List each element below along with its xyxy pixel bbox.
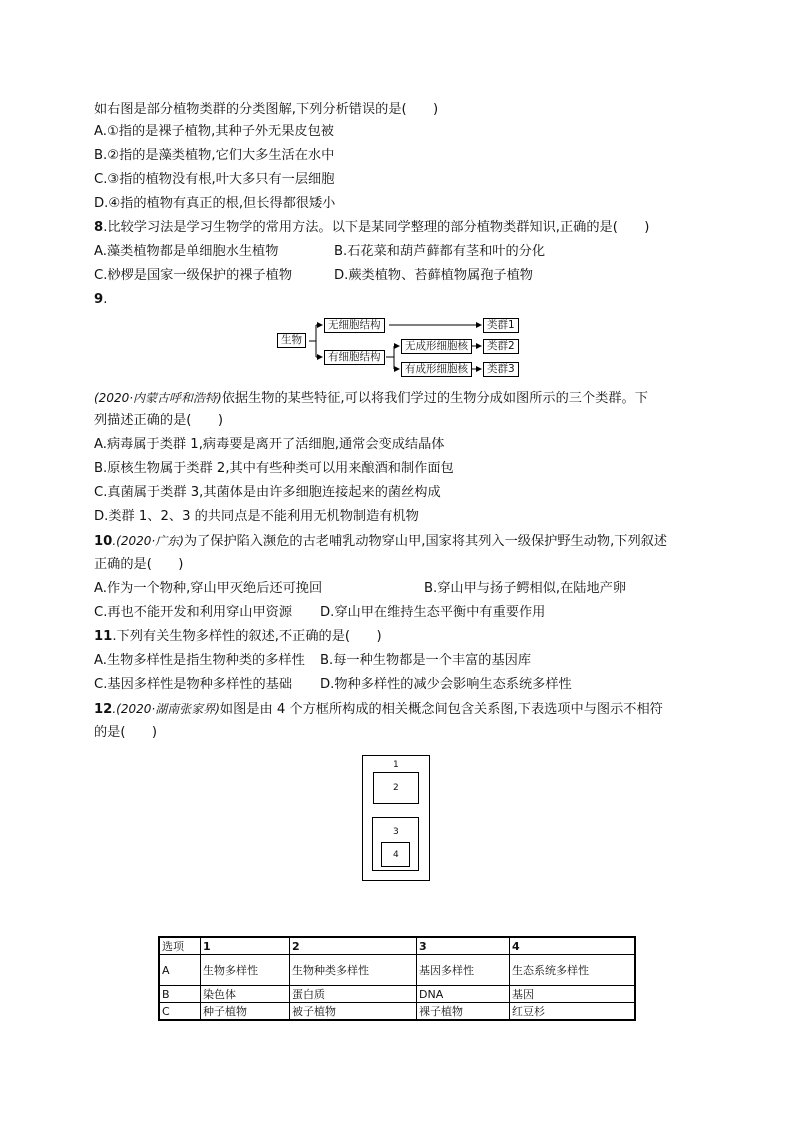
table-header-cell: 1 bbox=[201, 937, 290, 955]
q9-number: 9 bbox=[94, 292, 104, 307]
table-header-row bbox=[159, 937, 635, 955]
q11-option-a: A.生物多样性是指生物种类的多样性 bbox=[94, 653, 305, 668]
table-header-cell: 3 bbox=[417, 937, 510, 955]
q8-number: 8 bbox=[94, 220, 104, 235]
q9-stem-a: 依据生物的某些特征,可以将我们学过的生物分成如图所示的三个类群。下 bbox=[221, 391, 648, 406]
q11-option-c: C.基因多样性是物种多样性的基础 bbox=[94, 677, 293, 692]
concept-box-3-label: 3 bbox=[393, 827, 399, 837]
table-cell: 种子植物 bbox=[201, 1003, 290, 1021]
q8-option-d: D.蕨类植物、苔藓植物属孢子植物 bbox=[334, 268, 533, 283]
q9-option-d: D.类群 1、2、3 的共同点是不能利用无机物制造有机物 bbox=[94, 509, 419, 524]
table-cell: 裸子植物 bbox=[417, 1003, 510, 1021]
table-cell: 蛋白质 bbox=[290, 986, 417, 1003]
table-cell: C bbox=[159, 1003, 201, 1021]
table-cell: 染色体 bbox=[201, 986, 290, 1003]
q10-option-d: D.穿山甲在维持生态平衡中有重要作用 bbox=[320, 605, 546, 620]
q8-stem: .比较学习法是学习生物学的常用方法。以下是某同学整理的部分植物类群知识,正确的是( ) bbox=[103, 220, 650, 235]
diagram-group3-box: 类群3 bbox=[483, 362, 519, 377]
diagram-no-cell-box: 无细胞结构 bbox=[324, 318, 385, 333]
table-cell: 生物种类多样性 bbox=[290, 955, 417, 986]
q9-dot: . bbox=[103, 292, 108, 307]
q9-stem-b: 列描述正确的是( ) bbox=[94, 413, 223, 428]
q10-number: 10 bbox=[94, 534, 113, 549]
q10-stem-a: 为了保护陷入濒危的古老哺乳动物穿山甲,国家将其列入一级保护野生动物,下列叙述 bbox=[183, 534, 668, 549]
q11-option-d: D.物种多样性的减少会影响生态系统多样性 bbox=[320, 677, 572, 692]
q11-stem-line bbox=[94, 628, 382, 646]
q8-option-b: B.石花菜和葫芦藓都有茎和叶的分化 bbox=[334, 244, 546, 259]
q7-option-c: C.③指的植物没有根,叶大多只有一层细胞 bbox=[94, 172, 335, 187]
table-header-cell: 选项 bbox=[159, 937, 201, 955]
q9-option-c: C.真菌属于类群 3,其菌体是由许多细胞连接起来的菌丝构成 bbox=[94, 485, 441, 500]
q10-options-row2 bbox=[94, 604, 546, 622]
q10-options-row1 bbox=[94, 580, 627, 598]
diagram-has-cell-box: 有细胞结构 bbox=[324, 350, 385, 365]
q10-option-a: A.作为一个物种,穿山甲灭绝后还可挽回 bbox=[94, 581, 323, 596]
table-cell: 红豆杉 bbox=[510, 1003, 636, 1021]
q11-option-b: B.每一种生物都是一个丰富的基因库 bbox=[320, 653, 532, 668]
q8-option-a: A.藻类植物都是单细胞水生植物 bbox=[94, 244, 279, 259]
concept-box-1-label: 1 bbox=[393, 760, 399, 770]
q9-option-b: B.原核生物属于类群 2,其中有些种类可以用来酿酒和制作面包 bbox=[94, 461, 454, 476]
table-cell: 生物多样性 bbox=[201, 955, 290, 986]
q11-options-row1 bbox=[94, 652, 532, 670]
q12-number: 12 bbox=[94, 702, 113, 717]
q7-option-d: D.④指的植物有真正的根,但长得都很矮小 bbox=[94, 196, 336, 211]
q12-stem-b: 的是( ) bbox=[94, 725, 158, 740]
concept-box-4-label: 4 bbox=[393, 850, 399, 860]
q8-option-c: C.桫椤是国家一级保护的裸子植物 bbox=[94, 268, 293, 283]
q12-stem-a: 如图是由 4 个方框所构成的相关概念间包含关系图,下表选项中与图示不相符 bbox=[219, 702, 663, 717]
q10-stem-line1 bbox=[94, 532, 667, 551]
q11-number: 11 bbox=[94, 629, 113, 644]
q10-option-c: C.再也不能开发和利用穿山甲资源 bbox=[94, 605, 293, 620]
q10-stem-b: 正确的是( ) bbox=[94, 557, 184, 572]
table-header-cell: 4 bbox=[510, 937, 636, 955]
diagram-group1-box: 类群1 bbox=[483, 318, 519, 333]
table-cell: B bbox=[159, 986, 201, 1003]
q12-options-table bbox=[158, 936, 636, 1021]
q9-diagram-lines bbox=[0, 0, 794, 400]
q11-options-row2 bbox=[94, 676, 572, 694]
q11-stem: .下列有关生物多样性的叙述,不正确的是( ) bbox=[112, 629, 382, 644]
diagram-no-nucleus-box: 无成形细胞核 bbox=[401, 339, 472, 354]
table-row bbox=[159, 986, 635, 1003]
table-row bbox=[159, 1003, 635, 1021]
table-cell: A bbox=[159, 955, 201, 986]
table-cell: 基因 bbox=[510, 986, 636, 1003]
table-cell: 生态系统多样性 bbox=[510, 955, 636, 986]
concept-box-2-label: 2 bbox=[393, 783, 399, 793]
table-row bbox=[159, 955, 635, 986]
q10-option-b: B.穿山甲与扬子鳄相似,在陆地产卵 bbox=[424, 581, 627, 596]
diagram-root-box: 生物 bbox=[277, 333, 306, 348]
q12-stem-line1 bbox=[94, 700, 663, 719]
q7-option-b: B.②指的是藻类植物,它们大多生活在水中 bbox=[94, 148, 335, 163]
q9-source: (2020·内蒙古呼和浩特) bbox=[94, 391, 222, 405]
diagram-has-nucleus-box: 有成形细胞核 bbox=[401, 362, 472, 377]
q7-option-a: A.①指的是裸子植物,其种子外无果皮包被 bbox=[94, 124, 334, 139]
q9-option-a: A.病毒属于类群 1,病毒要是离开了活细胞,通常会变成结晶体 bbox=[94, 437, 445, 452]
q7-stem: 如右图是部分植物类群的分类图解,下列分析错误的是( ) bbox=[94, 102, 439, 117]
table-cell: 基因多样性 bbox=[417, 955, 510, 986]
table-cell: 被子植物 bbox=[290, 1003, 417, 1021]
q12-source: .(2020·湖南张家界) bbox=[112, 702, 220, 716]
q10-source: .(2020·广东) bbox=[112, 534, 184, 548]
q9-stem-line1 bbox=[94, 389, 648, 408]
diagram-group2-box: 类群2 bbox=[483, 339, 519, 354]
table-cell: DNA bbox=[417, 986, 510, 1003]
table-header-cell: 2 bbox=[290, 937, 417, 955]
